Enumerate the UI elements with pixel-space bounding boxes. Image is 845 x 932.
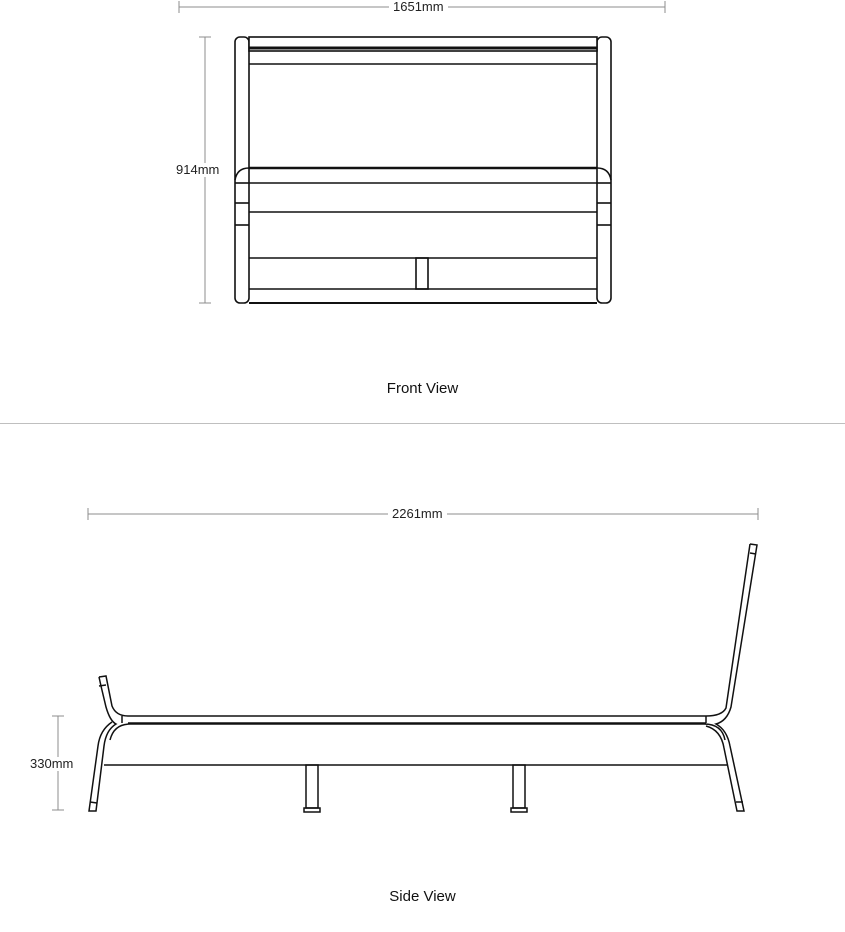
side-view-drawing bbox=[0, 424, 845, 932]
front-view-caption: Front View bbox=[386, 380, 459, 397]
front-width-label: 1651mm bbox=[389, 0, 448, 14]
front-view-section bbox=[0, 0, 845, 423]
bed-front-outline bbox=[235, 37, 611, 303]
side-view-section bbox=[0, 424, 845, 932]
side-view-caption: Side View bbox=[389, 888, 456, 905]
side-height-label: 330mm bbox=[30, 756, 74, 771]
front-view-drawing bbox=[0, 0, 845, 423]
front-height-label: 914mm bbox=[176, 162, 220, 177]
bed-side-outline bbox=[89, 544, 757, 812]
side-length-label: 2261mm bbox=[388, 507, 447, 521]
